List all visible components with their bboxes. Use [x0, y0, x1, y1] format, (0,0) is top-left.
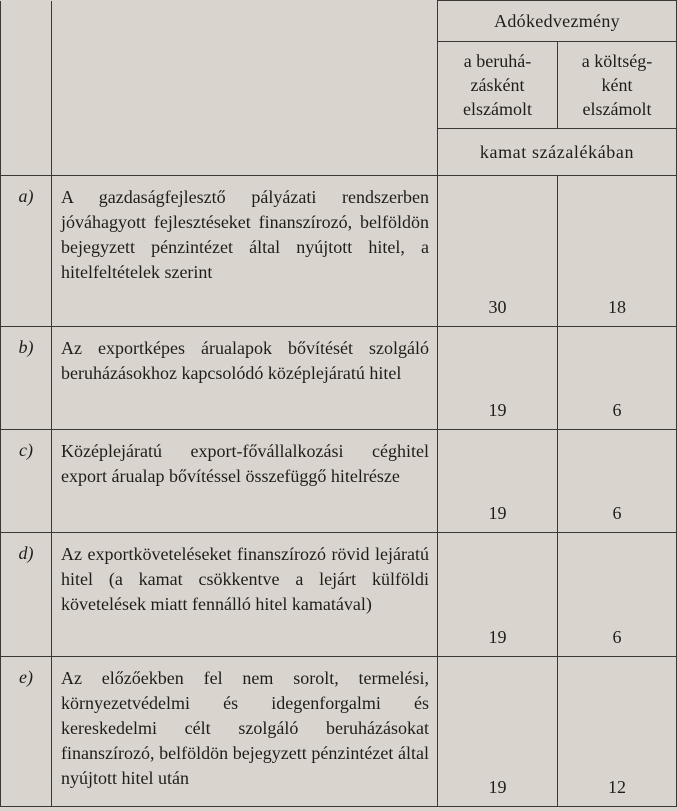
- row-value-expense: 12: [558, 657, 677, 807]
- row-value-expense: 6: [558, 533, 677, 657]
- row-letter: a): [1, 176, 52, 327]
- header-unit-label: kamat százalékában: [438, 129, 677, 176]
- row-value-investment: 19: [438, 657, 558, 807]
- header-row-group: [1, 1, 677, 42]
- table-row: [1, 657, 677, 807]
- row-value-investment: 30: [438, 176, 558, 327]
- row-value-expense: 6: [558, 327, 677, 430]
- row-value-investment: 19: [438, 327, 558, 430]
- header-group-label: Adókedvezmény: [438, 1, 677, 42]
- header-col-investment-line3: elszámolt: [463, 99, 532, 119]
- row-description: Az előzőekben fel nem sorolt, termelési, környezetvédelmi és idegenforgalmi és kereskedelmi célt szolgáló beruházásokat finanszírozó, belföldön bejegyzett pénzintézet által nyújtott hitel után: [52, 657, 438, 807]
- row-letter: b): [1, 327, 52, 430]
- row-description: Középlejáratú export-fővállalkozási céghitel export árualap bővítéssel összefüggő hitelrésze: [52, 430, 438, 533]
- row-value-expense: 6: [558, 430, 677, 533]
- header-col-investment-line1: a beruhá-: [463, 51, 532, 71]
- row-letter: d): [1, 533, 52, 657]
- header-blank-letter-cell: [1, 1, 52, 176]
- row-description: Az exportköveteléseket finanszírozó rövid lejáratú hitel (a kamat csökkentve a lejárt külföldi követelések miatt fennálló hitel kamatával): [52, 533, 438, 657]
- table-row: [1, 533, 677, 657]
- row-value-investment: 19: [438, 430, 558, 533]
- table-row: [1, 430, 677, 533]
- table-row: [1, 176, 677, 327]
- row-description: A gazdaságfejlesztő pályázati rendszerben jóváhagyott fejlesztéseket finanszírozó, belföldön bejegyzett pénzintézet által nyújtott hitel, a hitelfeltételek szerint: [52, 176, 438, 327]
- header-col-expense-line2: ként: [601, 75, 633, 95]
- table-row: [1, 327, 677, 430]
- header-col-expense: [558, 42, 677, 129]
- row-description: Az exportképes árualapok bővítését szolgáló beruházásokhoz kapcsolódó középlejáratú hitel: [52, 327, 438, 430]
- row-letter: c): [1, 430, 52, 533]
- row-value-investment: 19: [438, 533, 558, 657]
- header-col-expense-line3: elszámolt: [582, 99, 652, 119]
- header-col-investment: [438, 42, 558, 129]
- header-col-expense-line1: a költség-: [581, 51, 653, 71]
- header-blank-text-cell: [52, 1, 438, 176]
- row-letter: e): [1, 657, 52, 807]
- row-value-expense: 18: [558, 176, 677, 327]
- header-col-investment-line2: zásként: [470, 75, 525, 95]
